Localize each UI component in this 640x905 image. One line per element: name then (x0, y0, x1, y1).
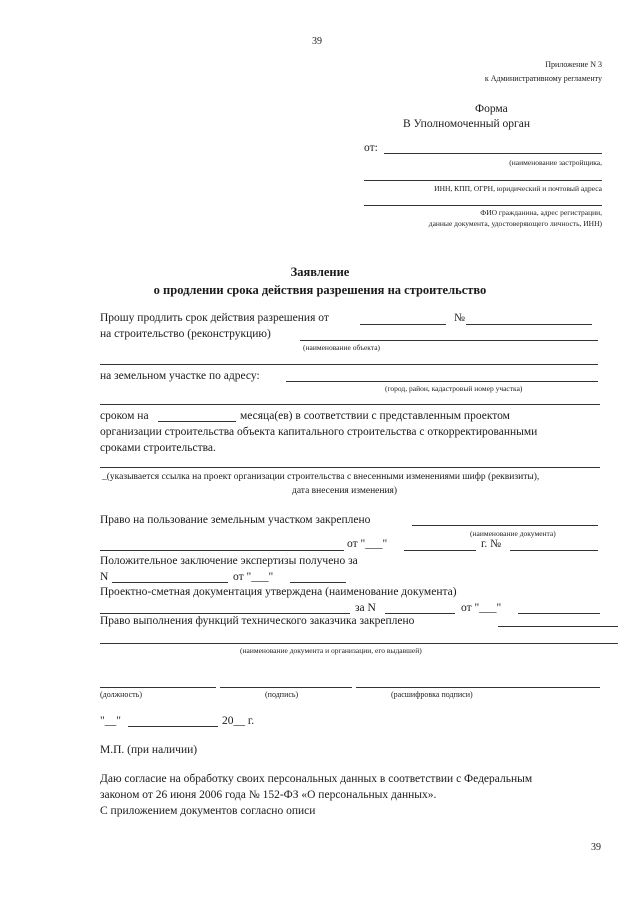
land-right-label: Право на пользование земельным участком закреплено (100, 514, 371, 526)
land-address-label: на земельном участке по адресу: (100, 370, 260, 382)
land-right-date-field[interactable] (404, 550, 476, 551)
stamp-label: М.П. (при наличии) (100, 744, 198, 756)
hint-signature: (подпись) (265, 690, 299, 699)
land-right-document-field-2[interactable] (100, 550, 344, 551)
hint-requisites: ИНН, КПП, ОГРН, юридический и почтовый адреса (434, 184, 602, 193)
signature-field[interactable] (220, 687, 352, 688)
land-right-number-field[interactable] (510, 550, 598, 551)
hint-organization: (наименование документа и организации, его выдавшей) (240, 646, 422, 655)
title-line-2: о продлении срока действия разрешения на строительство (153, 283, 487, 297)
land-right-year-number: г. № (481, 538, 502, 550)
from-field[interactable] (384, 153, 602, 154)
design-docs-za-n: за N (355, 602, 376, 614)
term-text-2: месяца(ев) в соответствии с представленным проектом (240, 410, 510, 422)
term-text-3: организации строительства объекта капитального строительства с откорректированными (100, 426, 538, 438)
term-label: сроком на (100, 410, 149, 422)
term-months-field[interactable] (158, 421, 236, 422)
position-field[interactable] (100, 687, 216, 688)
hint-address: (город, район, кадастровый номер участка) (385, 384, 523, 393)
land-address-field-2[interactable] (100, 404, 600, 405)
land-address-field[interactable] (286, 381, 598, 382)
land-right-from-quote: от "___" (347, 538, 388, 550)
object-name-field[interactable] (300, 340, 598, 341)
permit-number-field[interactable] (466, 324, 592, 325)
from-label: от: (364, 142, 378, 154)
hint-person-2: данные документа, удостоверяющего личность, ИНН) (428, 219, 602, 228)
hint-object: (наименование объекта) (303, 343, 381, 352)
appendix-label: Приложение N 3 (545, 60, 602, 69)
hint-developer: (наименование застройщика, (509, 158, 602, 167)
date-month-field[interactable] (128, 726, 218, 727)
term-text-4: сроками строительства. (100, 442, 216, 454)
expertise-label: Положительное заключение экспертизы получено за (100, 555, 358, 567)
design-docs-label: Проектно-сметная документация утверждена (наименование документа) (100, 586, 457, 598)
signature-decode-field[interactable] (356, 687, 600, 688)
form-label: Форма (475, 103, 508, 115)
customer-right-field[interactable] (498, 626, 618, 627)
addressee: В Уполномоченный орган (403, 118, 531, 130)
title-line-1: Заявление (290, 265, 350, 279)
project-reference-field[interactable] (100, 467, 600, 468)
hint-person-1: ФИО гражданина, адрес регистрации, (480, 208, 602, 217)
number-sign: № (454, 312, 465, 324)
object-name-field-2[interactable] (100, 364, 598, 365)
design-docs-number-field[interactable] (385, 613, 455, 614)
expertise-date-field[interactable] (290, 582, 346, 583)
page-number-top: 39 (312, 36, 322, 47)
customer-right-label: Право выполнения функций технического заказчика закреплено (100, 615, 415, 627)
expertise-number-field[interactable] (112, 582, 228, 583)
request-text-2: на строительство (реконструкцию) (100, 328, 271, 340)
consent-line-3: С приложением документов согласно описи (100, 805, 316, 817)
design-docs-field[interactable] (100, 613, 350, 614)
design-docs-date-field[interactable] (518, 613, 600, 614)
hint-project-2: дата внесения изменения) (292, 486, 398, 496)
consent-line-2: законом от 26 июня 2006 года № 152-ФЗ «О персональных данных». (100, 789, 437, 801)
customer-right-field-2[interactable] (100, 643, 618, 644)
date-year: 20__ г. (222, 715, 255, 727)
consent-line-1: Даю согласие на обработку своих персональных данных в соответствии с Федеральным (100, 773, 533, 785)
hint-position: (должность) (100, 690, 142, 699)
page-number-bottom: 39 (591, 842, 601, 853)
permit-date-field[interactable] (360, 324, 446, 325)
date-quote: "__" (100, 715, 121, 727)
person-field[interactable] (364, 205, 602, 206)
regulation-label: к Административному регламенту (484, 74, 602, 83)
expertise-from-quote: от "___" (233, 571, 274, 583)
expertise-n-label: N (100, 571, 109, 583)
hint-decode: (расшифровка подписи) (391, 690, 473, 699)
design-docs-from-quote: от "___" (461, 602, 502, 614)
hint-document: (наименование документа) (470, 529, 556, 538)
land-right-document-field[interactable] (412, 525, 598, 526)
requisites-field[interactable] (364, 180, 602, 181)
request-text-1: Прошу продлить срок действия разрешения от (100, 312, 329, 324)
hint-project-1: _(указывается ссылка на проект организации строительства с внесенными изменениями шифр (реквизиты), (102, 472, 540, 482)
